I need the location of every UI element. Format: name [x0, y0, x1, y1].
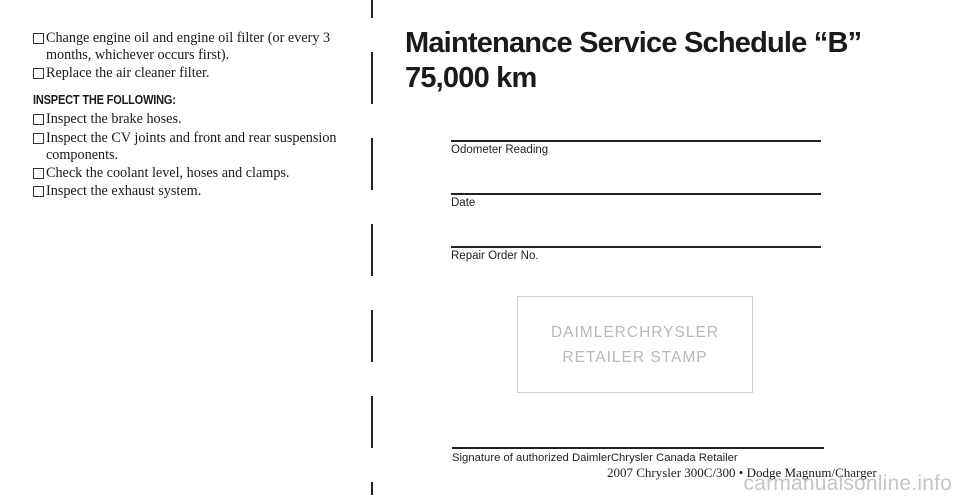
repair-order-line[interactable] [451, 246, 821, 248]
checklist-item-coolant[interactable] [33, 165, 368, 182]
page-subtitle: 75,000 km [405, 62, 537, 94]
signature-line[interactable] [452, 447, 824, 449]
checklist-item-text: Inspect the exhaust system. [46, 183, 202, 199]
checklist-item-oil[interactable] [33, 30, 368, 64]
odometer-line[interactable] [451, 140, 821, 142]
checklist-item-air-filter[interactable] [33, 65, 368, 82]
checklist-item-brake-hoses[interactable] [33, 111, 368, 128]
checklist-item-text: Change engine oil and engine oil filter (or every 3 months, whichever occurs first). [46, 30, 331, 63]
page-title: Maintenance Service Schedule “B” [405, 27, 862, 59]
date-line[interactable] [451, 193, 821, 195]
stamp-text: DAIMLERCHRYSLER [550, 324, 720, 341]
page-divider [371, 0, 373, 18]
checkbox[interactable] [33, 33, 44, 44]
checklist-item-exhaust[interactable] [33, 183, 368, 200]
checkbox[interactable] [33, 168, 44, 179]
checklist-item-text: Replace the air cleaner filter. [46, 65, 210, 81]
checkbox[interactable] [33, 133, 44, 144]
checklist-item-text: Inspect the brake hoses. [46, 111, 182, 127]
watermark: carmanualsonline.info [743, 472, 952, 495]
signature-label: Signature of authorized DaimlerChrysler Canada Retailer [452, 452, 738, 464]
checkbox[interactable] [33, 186, 44, 197]
retailer-stamp-box [517, 296, 753, 393]
odometer-label: Odometer Reading [451, 144, 549, 156]
checklist-item-text: Check the coolant level, hoses and clamps. [46, 165, 290, 181]
page-divider [371, 224, 373, 276]
repair-order-label: Repair Order No. [451, 250, 539, 262]
stamp-text: RETAILER STAMP [562, 349, 708, 366]
date-label: Date [451, 197, 476, 209]
page-divider [371, 396, 373, 448]
page-divider [371, 138, 373, 190]
checklist-item-cv-joints[interactable] [33, 130, 368, 164]
page-divider [371, 52, 373, 104]
checkbox[interactable] [33, 114, 44, 125]
checkbox[interactable] [33, 68, 44, 79]
page-divider [371, 482, 373, 495]
inspect-heading: INSPECT THE FOLLOWING: [33, 93, 176, 107]
page-footer: 2007 Chrysler 300C/300 • Dodge Magnum/Charger [607, 465, 877, 480]
page-divider [371, 310, 373, 362]
checklist-item-text: Inspect the CV joints and front and rear suspension components. [46, 130, 337, 163]
